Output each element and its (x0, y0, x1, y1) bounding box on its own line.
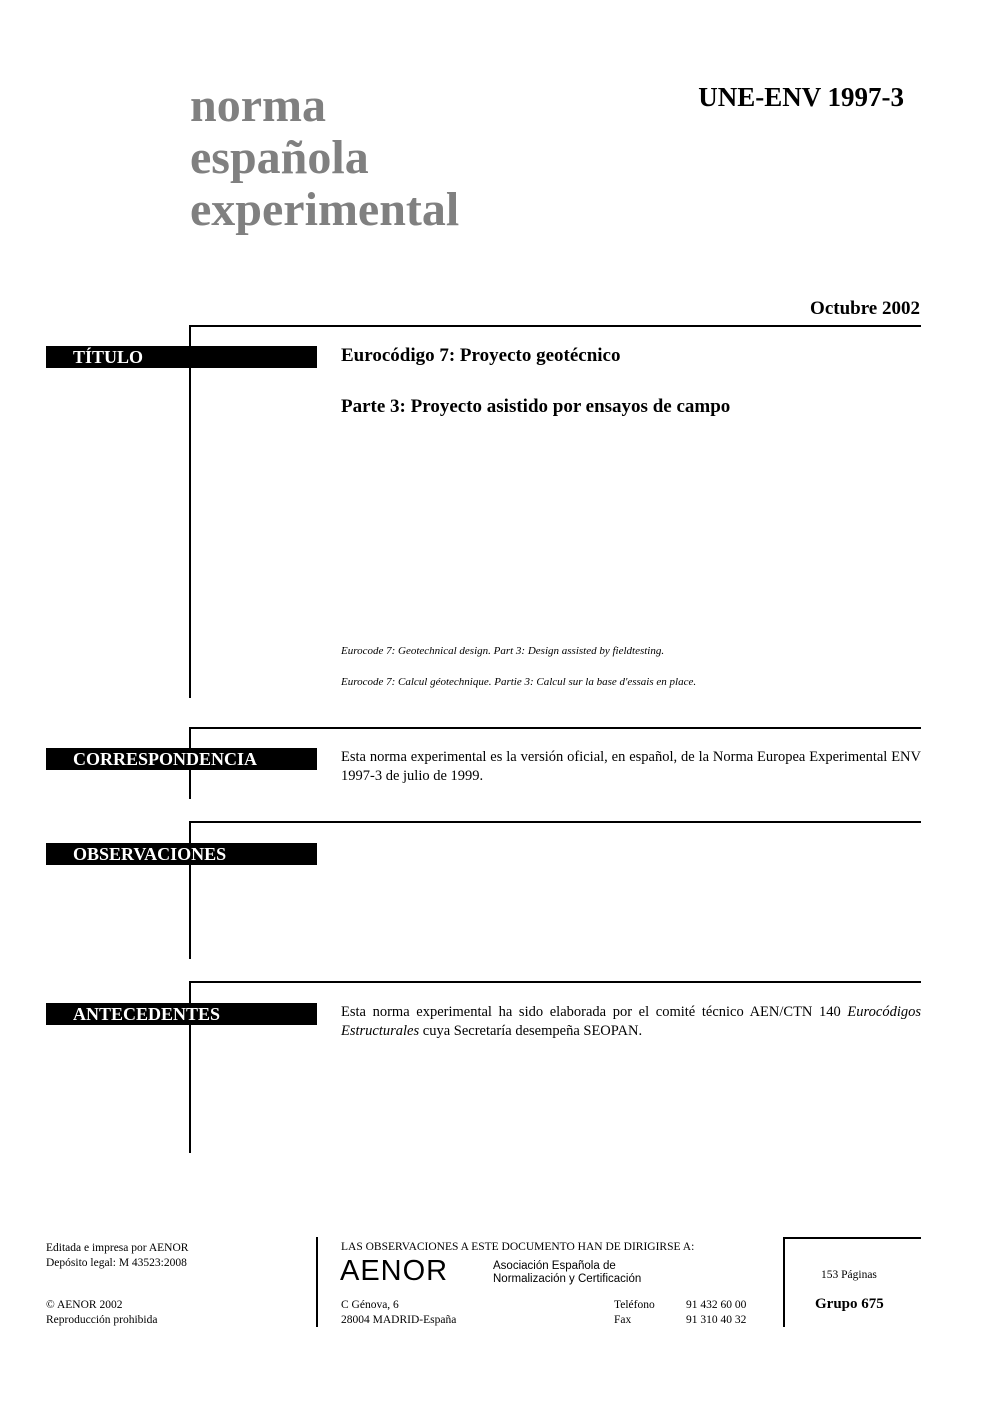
publication-date: Octubre 2002 (810, 298, 920, 319)
antecedentes-committee-name: Eurocódigos Estructurales (341, 1004, 921, 1039)
section-rule-titulo (189, 325, 191, 698)
hero-line-1: norma (190, 79, 326, 132)
section-label-correspondencia: CORRESPONDENCIA (46, 748, 317, 770)
footer-deposit: Depósito legal: M 43523:2008 (46, 1257, 187, 1269)
footer-address-city: 28004 MADRID-España (341, 1314, 457, 1326)
footer-fax-label: Fax (614, 1314, 632, 1326)
title-part: Parte 3: Proyecto asistido por ensayos de campo (341, 396, 731, 417)
section-divider-observaciones (189, 821, 921, 823)
section-divider-correspondencia (189, 727, 921, 729)
antecedentes-text-start: Esta norma experimental ha sido elaborada por el comité técnico AEN/CTN 140 (341, 1004, 848, 1020)
footer-phone: 91 432 60 00 (686, 1299, 747, 1311)
footer-page-count: 153 Páginas (821, 1269, 877, 1281)
aenor-association-line-1: Asociación Española de (493, 1260, 616, 1272)
section-divider-antecedentes (189, 981, 921, 983)
footer-fax: 91 310 40 32 (686, 1314, 747, 1326)
footer-box-top (783, 1237, 921, 1239)
aenor-logo: AENOR (340, 1255, 449, 1287)
section-rule-observaciones (189, 821, 191, 959)
footer-rule-left (316, 1237, 318, 1327)
aenor-association-line-2: Normalización y Certificación (493, 1273, 642, 1285)
section-label-antecedentes: ANTECEDENTES (46, 1003, 317, 1025)
footer-phone-label: Teléfono (614, 1299, 655, 1311)
standard-code: UNE-ENV 1997-3 (698, 82, 904, 112)
title-main: Eurocódigo 7: Proyecto geotécnico (341, 345, 621, 366)
footer-observations-note: LAS OBSERVACIONES A ESTE DOCUMENTO HAN DE DIRIGIRSE A: (341, 1241, 695, 1253)
footer-price-group: Grupo 675 (815, 1296, 884, 1312)
footer-reproduction: Reproducción prohibida (46, 1314, 158, 1326)
hero-line-3: experimental (190, 183, 460, 236)
antecedentes-text-end: cuya Secretaría desempeña SEOPAN. (419, 1023, 643, 1039)
correspondencia-text: Esta norma experimental es la versión oficial, en español, de la Norma Europea Experimental ENV 1997-3 de julio de 1999. (341, 749, 921, 784)
footer-copyright: © AENOR 2002 (46, 1299, 123, 1311)
footer-address-street: C Génova, 6 (341, 1299, 399, 1311)
title-french: Eurocode 7: Calcul géotechnique. Partie 3: Calcul sur la base d'essais en place. (341, 676, 697, 688)
title-english: Eurocode 7: Geotechnical design. Part 3: Design assisted by fieldtesting. (341, 645, 665, 657)
hero-title (190, 80, 459, 236)
footer-box-rule (783, 1237, 785, 1327)
antecedentes-text (341, 1003, 921, 1041)
section-divider-titulo (189, 325, 921, 327)
section-label-titulo: TÍTULO (46, 346, 317, 368)
hero-line-2: española (190, 131, 369, 184)
section-label-observaciones: OBSERVACIONES (46, 843, 317, 865)
footer-edited: Editada e impresa por AENOR (46, 1242, 189, 1254)
